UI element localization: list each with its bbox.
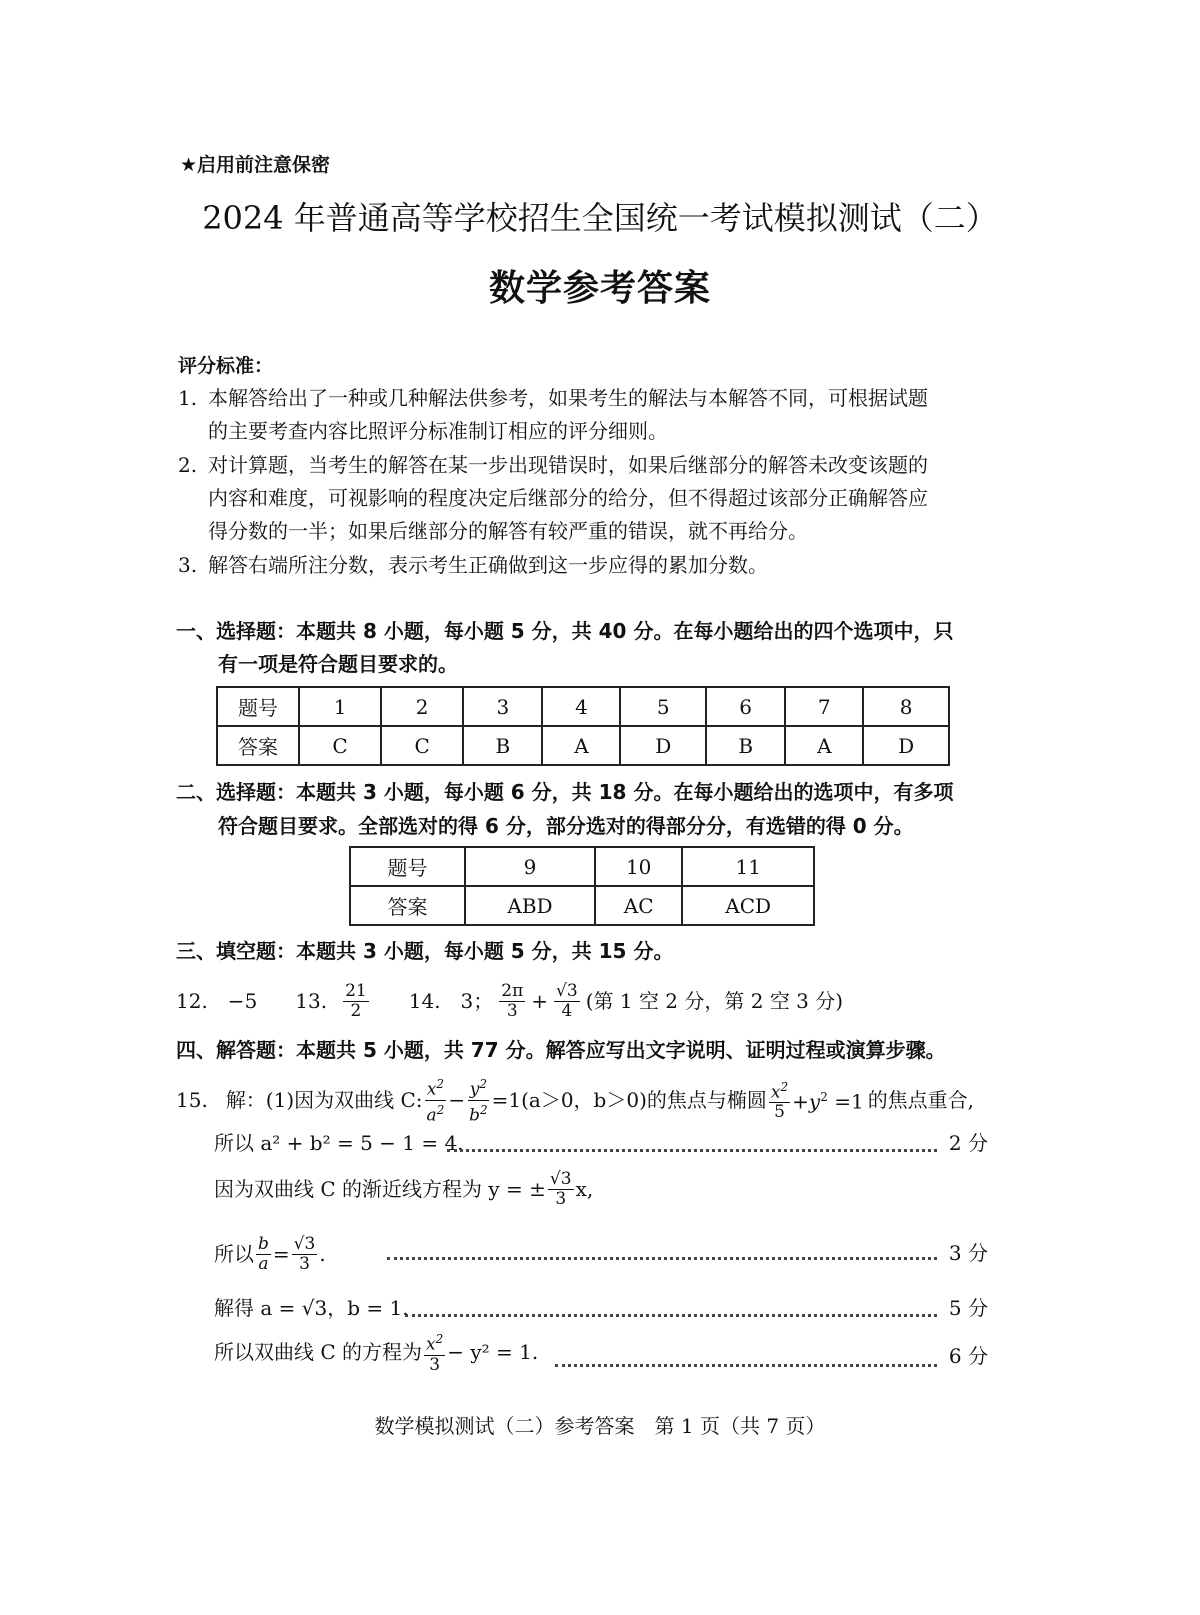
equals-sign: =	[272, 1242, 290, 1266]
step-score: 2 分	[948, 1131, 988, 1155]
answer-14-label: 14. 3；	[408, 989, 494, 1013]
section-3-heading: 三、填空题：本题共 3 小题，每小题 5 分，共 15 分。	[176, 939, 674, 963]
step-score: 6 分	[948, 1344, 988, 1368]
q15-step-2	[214, 1170, 593, 1209]
ellipse-x-term	[769, 1078, 790, 1123]
answer-14-fraction-1	[499, 982, 525, 1021]
grading-item-2	[178, 449, 928, 482]
b-over-a	[256, 1235, 271, 1274]
table-cell: 10	[595, 847, 682, 886]
section-1-heading: 一、选择题：本题共 8 小题，每小题 5 分，共 40 分。在每小题给出的四个选项中，只	[176, 619, 954, 643]
table-row	[350, 847, 814, 886]
table-row	[217, 687, 949, 726]
table-cell: 4	[542, 687, 620, 726]
dotted-leader	[387, 1257, 937, 1260]
table-cell: B	[706, 726, 785, 765]
table-cell: 答案	[217, 726, 299, 765]
sqrt3-over-3	[292, 1235, 318, 1274]
table-cell: ACD	[682, 886, 814, 925]
table-cell: 8	[863, 687, 949, 726]
section-2-heading: 二、选择题：本题共 3 小题，每小题 6 分，共 18 分。在每小题给出的选项中，有多项	[176, 780, 954, 804]
table-cell: 2	[381, 687, 463, 726]
table-cell: 1	[299, 687, 381, 726]
answer-13-label: 13.	[295, 989, 328, 1013]
step-text-group	[214, 1330, 538, 1375]
hyperbola-x-term	[425, 1075, 447, 1125]
step-text: x,	[575, 1177, 594, 1201]
table-cell: A	[542, 726, 620, 765]
fraction-denominator: $a^2$	[426, 1102, 445, 1126]
minus-sign: −	[448, 1087, 466, 1112]
step-score: 3 分	[948, 1241, 988, 1265]
table-cell: 7	[785, 687, 863, 726]
fraction-numerator: √3	[293, 1234, 316, 1254]
fraction-denominator: 3	[555, 1189, 567, 1209]
grading-item-number: 1.	[178, 386, 198, 410]
table-cell: B	[463, 726, 542, 765]
table-cell: 6	[706, 687, 785, 726]
fill-in-answers	[176, 982, 843, 1021]
q15-tail: 的焦点重合,	[867, 1087, 975, 1112]
grading-item-text: 的主要考查内容比照评分标准制订相应的评分细则。	[208, 419, 668, 443]
answer-14-note: (第 1 空 2 分，第 2 空 3 分)	[585, 989, 844, 1013]
dotted-leader	[405, 1314, 937, 1317]
equals-one: =1	[491, 1087, 522, 1112]
table-cell: D	[620, 726, 706, 765]
fraction-denominator: 5	[774, 1102, 785, 1123]
fraction-denominator: 2	[350, 1001, 362, 1021]
asymptote-fraction	[548, 1170, 574, 1209]
grading-item-text: 得分数的一半；如果后继部分的解答有较严重的错误，就不再给分。	[208, 519, 808, 543]
grading-item-text: 对计算题，当考生的解答在某一步出现错误时，如果后继部分的解答未改变该题的	[208, 453, 928, 477]
q15-line-1	[176, 1075, 974, 1125]
period: .	[319, 1242, 326, 1266]
fraction-denominator: $b^2$	[469, 1102, 488, 1126]
page-footer: 数学模拟测试（二）参考答案 第 1 页（共 7 页）	[374, 1414, 826, 1438]
page-title: 数学参考答案	[488, 268, 711, 309]
fraction-numerator: $x^2$	[426, 1332, 444, 1355]
table-row	[350, 886, 814, 925]
fraction-numerator: √3	[549, 1169, 572, 1189]
table-cell: AC	[595, 886, 682, 925]
answer-table-1	[216, 686, 950, 766]
fraction-numerator: √3	[556, 981, 578, 1001]
section-2-heading-cont: 符合题目要求。全部选对的得 6 分，部分选对的得部分分，有选错的得 0 分。	[218, 814, 914, 838]
table-cell: D	[863, 726, 949, 765]
fraction-numerator: 2π	[501, 981, 524, 1001]
answer-13-fraction	[343, 982, 369, 1021]
dotted-leader	[447, 1149, 937, 1152]
fraction-denominator: 3	[506, 1001, 518, 1021]
exam-title: 2024 年普通高等学校招生全国统一考试模拟测试（二）	[202, 199, 998, 237]
grading-heading: 评分标准：	[178, 355, 274, 377]
q15-label: 15.	[176, 1087, 208, 1112]
step-text: 所以双曲线 C 的方程为	[214, 1339, 423, 1364]
table-cell: 3	[463, 687, 542, 726]
grading-item-1	[178, 382, 928, 415]
step-text: 解得 a = √3，b = 1.	[214, 1296, 409, 1320]
fraction-numerator: $y^2$	[469, 1077, 487, 1100]
q15-intro: 解：(1)因为双曲线 C:	[225, 1087, 423, 1112]
step-text-group	[214, 1235, 326, 1274]
fraction-denominator: a	[258, 1254, 269, 1274]
fraction-denominator: 3	[429, 1354, 441, 1375]
grading-item-text: 内容和难度，可视影响的程度决定后继部分的给分，但不得超过该部分正确解答应	[208, 486, 928, 510]
answer-12: 12. −5	[176, 989, 258, 1013]
table-cell: 11	[682, 847, 814, 886]
answer-14-fraction-2	[554, 982, 580, 1021]
grading-item-text: 解答右端所注分数，表示考生正确做到这一步应得的累加分数。	[208, 553, 768, 577]
fraction-denominator: 4	[561, 1001, 573, 1021]
fraction-numerator: 21	[345, 981, 367, 1001]
table-cell: A	[785, 726, 863, 765]
table-row	[217, 726, 949, 765]
table-cell: C	[381, 726, 463, 765]
answer-table-2	[349, 846, 815, 926]
plus-sign: +	[531, 989, 549, 1013]
grading-item-3	[178, 549, 768, 582]
fraction-numerator: b	[258, 1234, 269, 1254]
table-cell: 5	[620, 687, 706, 726]
grading-item-number: 3.	[178, 553, 198, 577]
hyperbola-y-term	[467, 1075, 490, 1125]
fraction-numerator: $x^2$	[770, 1079, 789, 1103]
section-4-heading: 四、解答题：本题共 5 小题，共 77 分。解答应写出文字说明、证明过程或演算步骤。	[176, 1038, 946, 1062]
section-1-heading-cont: 有一项是符合题目要求的。	[218, 652, 458, 676]
step-text: 所以 a² + b² = 5 − 1 = 4.	[214, 1131, 464, 1155]
grading-item-text: 本解答给出了一种或几种解法供参考，如果考生的解法与本解答不同，可根据试题	[208, 386, 928, 410]
table-cell: 题号	[350, 847, 465, 886]
dotted-leader	[555, 1364, 937, 1367]
x2-over-3	[424, 1330, 445, 1375]
fraction-denominator: 3	[299, 1254, 310, 1274]
fraction-numerator: $x^2$	[426, 1077, 445, 1100]
ellipse-rest: $+y^2 =1$	[792, 1089, 864, 1114]
table-cell: 9	[465, 847, 595, 886]
q15-condition: (a＞0，b＞0)的焦点与椭圆	[521, 1087, 767, 1112]
step-text: 因为双曲线 C 的渐近线方程为 y = ±	[214, 1177, 546, 1201]
table-cell: C	[299, 726, 381, 765]
confidential-notice: ★启用前注意保密	[180, 154, 331, 176]
table-cell: 答案	[350, 886, 465, 925]
grading-item-number: 2.	[178, 453, 198, 477]
table-cell: 题号	[217, 687, 299, 726]
step-text: 所以	[214, 1242, 254, 1266]
table-cell: ABD	[465, 886, 595, 925]
step-score: 5 分	[948, 1296, 988, 1320]
step-text: − y² = 1.	[447, 1339, 539, 1364]
